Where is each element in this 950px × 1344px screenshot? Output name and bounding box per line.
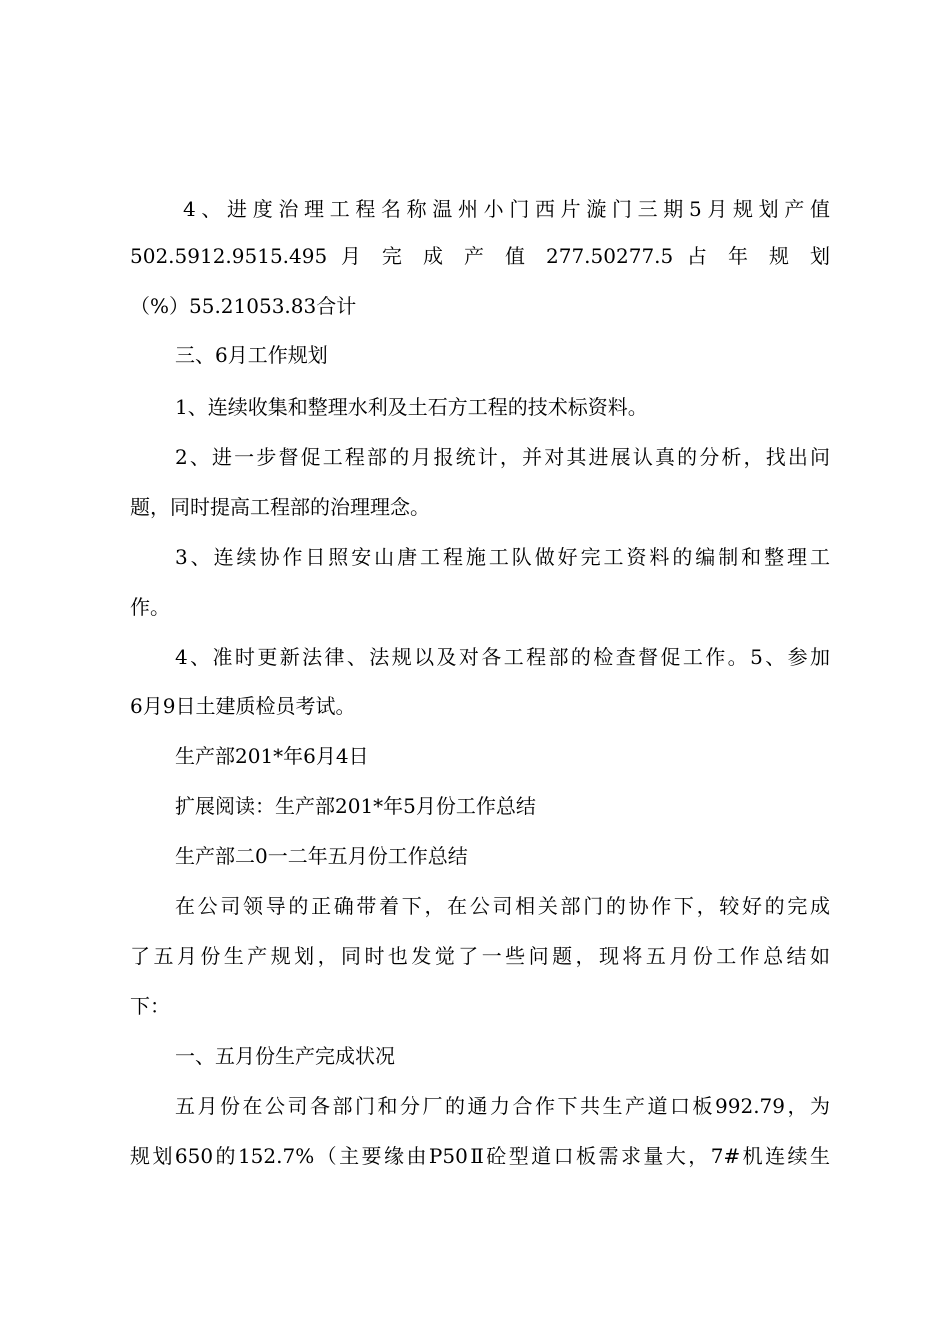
text-line: 题，同时提高工程部的治理理念。 bbox=[130, 495, 430, 519]
extended-reading-title: 扩展阅读：生产部201*年5月份工作总结 bbox=[175, 794, 536, 818]
text-line: 502.5912.9515.495 月 完 成 产 值 277.50277.5 占 年 规 划 bbox=[130, 244, 830, 268]
section-heading: 三、6月工作规划 bbox=[175, 343, 328, 367]
section-heading: 一、五月份生产完成状况 bbox=[175, 1044, 395, 1068]
text-line: 规划650的152.7%（主要缘由P50Ⅱ砼型道口板需求量大，7#机连续生 bbox=[130, 1144, 830, 1168]
text-line: 2、进一步督促工程部的月报统计，并对其进展认真的分析，找出问 bbox=[175, 445, 830, 469]
text-line: 在公司领导的正确带着下，在公司相关部门的协作下，较好的完成 bbox=[175, 894, 830, 918]
text-line: 五月份在公司各部门和分厂的通力合作下共生产道口板992.79，为 bbox=[175, 1094, 830, 1118]
text-line: 6月9日土建质检员考试。 bbox=[130, 694, 356, 718]
text-line: 4、准时更新法律、法规以及对各工程部的检查督促工作。5、参加 bbox=[175, 645, 830, 669]
signature-date: 生产部201*年6月4日 bbox=[175, 744, 369, 768]
text-line: 3、连续协作日照安山唐工程施工队做好完工资料的编制和整理工 bbox=[175, 545, 830, 569]
text-line: （%）55.21053.83合计 bbox=[130, 294, 357, 318]
text-line: 了五月份生产规划，同时也发觉了一些问题，现将五月份工作总结如 bbox=[130, 944, 830, 968]
text-line: 4、进度治理工程名称温州小门西片漩门三期5月规划产值 bbox=[183, 197, 830, 221]
text-line: 作。 bbox=[130, 595, 170, 619]
text-line: 1、连续收集和整理水利及土石方工程的技术标资料。 bbox=[175, 395, 648, 419]
summary-title: 生产部二0一二年五月份工作总结 bbox=[175, 844, 468, 868]
text-line: 下： bbox=[130, 994, 170, 1018]
